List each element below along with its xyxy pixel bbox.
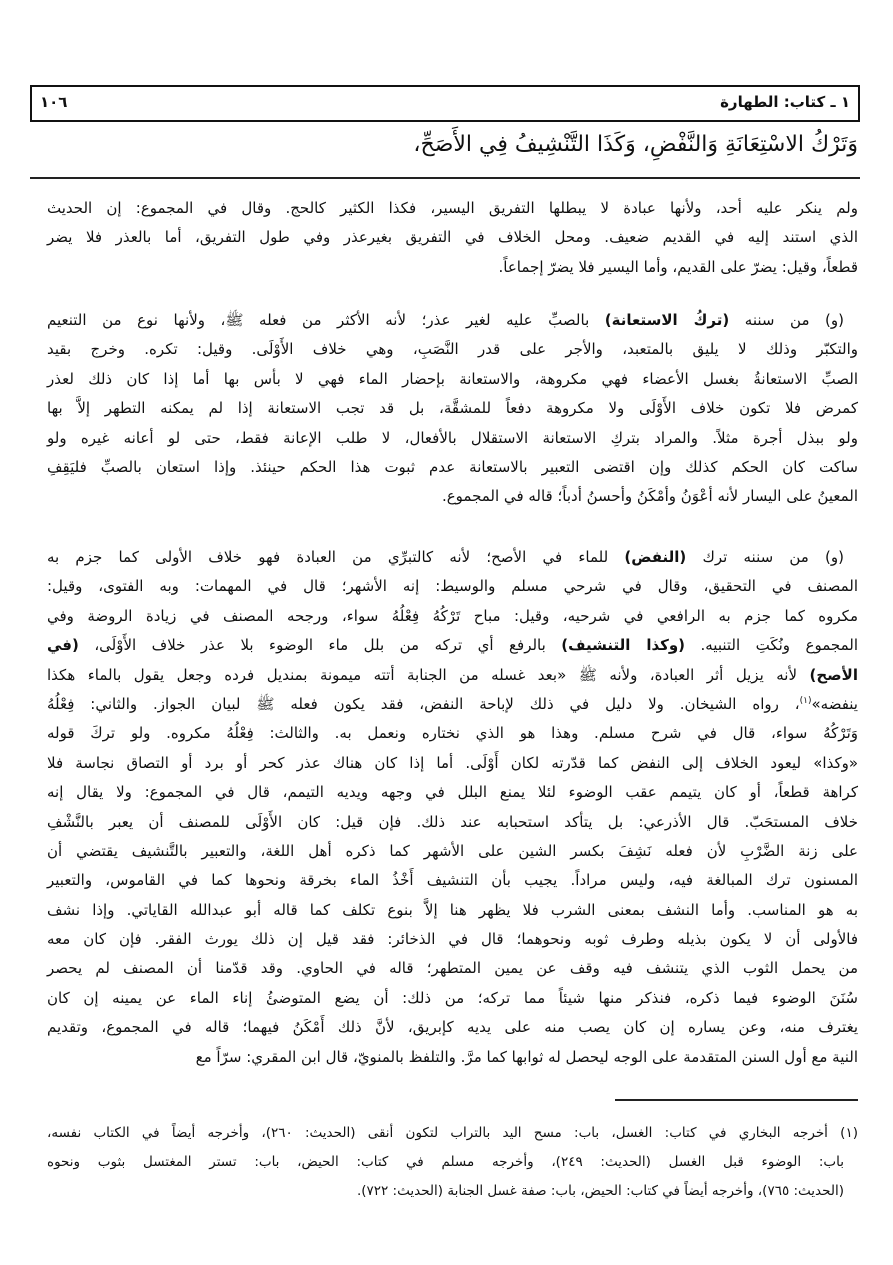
- text-span: باب: الوضوء قبل الغسل (الحديث: ٢٤٩)، وأخرجه مسلم في كتاب: الحيض، باب: تستر المغتسل بثوب ونحوه: [47, 1154, 844, 1170]
- text-line: [47, 954, 858, 983]
- text-line: [47, 194, 858, 223]
- footnote-line: [47, 1148, 858, 1177]
- text-span: على زنة الضَّرْبِ لأن فعله نَشِفَ بكسر الشين على الأشهر كما ذكره أهل اللغة، والتعبير بالتَّنشيف يقتضي أن: [47, 841, 858, 860]
- text-span: المصنف في التحقيق، وقال في شرحي مسلم والوسيط: إنه الأشهر؛ قال في المهمات: وبه الفتوى، وقيل:: [47, 577, 858, 596]
- text-line: [47, 223, 858, 252]
- footnotes: [47, 1119, 858, 1206]
- text-span: قطعاً، وقيل: يضرّ على القديم، وأما اليسير فلا يضرّ إجماعاً.: [498, 257, 858, 276]
- text-span: خلاف المستحَبّ. قال الأذرعي: بل يتأكد استحبابه عند ذلك. فإن قيل: كان الأَوْلَى للمصنف أن يعبر بالنَّشْفِ: [47, 812, 858, 831]
- footnote-ref: (١): [799, 695, 812, 706]
- text-span: (الحديث: ٧٦٥)، وأخرجه أيضاً في كتاب: الحيض، باب: صفة غسل الجنابة (الحديث: ٧٢٢).: [356, 1183, 844, 1199]
- text-span: «وكذا» ليعود الخلاف إلى النفض كما قدّرته لكان أَوْلَى. أما إذا كان هناك عذر كحر أو برد أو التصاق نجاسة فلا: [47, 753, 858, 772]
- text-span: (و) من سننه: [729, 311, 844, 329]
- text-line: [47, 453, 858, 482]
- text-line: [47, 690, 858, 719]
- text-span: للماء في الأصح؛ لأنه كالتبرِّي من العبادة فهو خلاف الأولى كما جزم به: [47, 548, 625, 566]
- text-line: [47, 306, 858, 335]
- matn-quote: (وكذا التنشيف): [561, 636, 686, 655]
- title-divider: [30, 177, 860, 179]
- text-span: ولو ببذل أجرة مثلاً. والمراد بتركِ الاستعانة الاستقلال بالأفعال، لا طلب الإعانة فقط، حتى لو أعانه غيره ولو: [47, 428, 858, 447]
- text-line: [47, 749, 858, 778]
- text-line: [47, 365, 858, 394]
- text-span: بالرفع أي تركه من بلل ماء الوضوء بلا عذر خلاف الأَوْلَى،: [78, 636, 562, 655]
- text-span: وَتَرْكُهُ سواء، قال في شرح مسلم. وهذا هو الذي نختاره ونعمل به. والثالث: فِعْلُهُ مكروه. ولو تركَ قوله: [47, 724, 858, 743]
- text-line: [47, 837, 858, 866]
- footnote-line: [47, 1119, 858, 1148]
- text-line: [47, 866, 858, 895]
- matn-title: وَتَرْكُ الاسْتِعَانَةِ وَالنَّفْضِ، وَكَذَا التَّنْشِيفُ فِي الأَصَحِّ،: [413, 132, 858, 157]
- text-span: المسنون ترك المبالغة فيه، وليس مراداً. يجيب بأن التنشيف أَخْذُ الماء بخرقة ونحوها كما في القاموس، والتعبير: [47, 871, 858, 890]
- text-line: [47, 925, 858, 954]
- running-header: [30, 85, 860, 122]
- text-line: [47, 572, 858, 601]
- text-span: لأنه يزيل أثر العبادة، ولأنه ﷺ «بعد غسله من الجنابة أتته ميمونة بمنديل فرده وجعل يقول بالماء هكذا: [47, 665, 810, 684]
- text-span: النية مع أول السنن المتقدمة على الوجه ليحصل له ثوابها كما مرَّ. والتلفظ بالمنويّ، قال ابن المقري: سرّاً مع: [195, 1047, 858, 1066]
- text-line: [47, 984, 858, 1013]
- text-line: [47, 424, 858, 453]
- text-line: [47, 1043, 858, 1072]
- text-span: المعينُ على اليسار لأنه أعْوَنُ وأمْكَنُ وأحسنُ أدباً؛ قاله في المجموع.: [441, 487, 858, 506]
- text-span: الذي استند إليه في القديم ضعيف. ومحل الخلاف في التفريق بغيرعذر وفي طول التفريق، أما بالعذر فلا يضر: [47, 228, 858, 247]
- text-span: مكروه كما جزم به الرافعي في شرحيه، وقيل: مباح تَرْكُهُ فِعْلُهُ سواء، ورجحه المصنف في زيادة الروضة وفي: [47, 606, 858, 625]
- text-line: [47, 602, 858, 631]
- text-span: ، رواه الشيخان. ولا دليل في ذلك لإباحة النفض، فقد يكون فعله ﷺ لبيان الجواز. والثاني: فِعْلُهُ: [47, 694, 800, 713]
- text-line: [47, 631, 858, 660]
- text-span: (و) من سننه ترك: [686, 548, 844, 566]
- text-span: بالصبِّ عليه لغير عذر؛ لأنه الأكثر من فعله ﷺ، ولأنها نوع من التنعيم: [47, 311, 605, 329]
- text-line: [47, 335, 858, 364]
- text-line: [47, 482, 858, 511]
- matn-quote: (النفض): [624, 548, 687, 566]
- paragraph-1: [47, 194, 858, 282]
- text-span: الصبِّ الاستعانةُ بغسل الأعضاء فهي مكروهة، والاستعانة بإحضار الماء فهي لا بأس بها أما إذا كان ذلك لعذر: [47, 369, 858, 388]
- chapter-title: ١ ـ كتاب: الطهارة: [720, 93, 850, 111]
- text-span: سُنَنَ الوضوء فيما ذكره، فنذكر منها شيئاً مما تركه؛ من ذلك: أن يضع المتوضئُ إناء الماء عن يمينه إن كان: [47, 988, 858, 1007]
- text-line: [47, 253, 858, 282]
- page-number: ١٠٦: [40, 93, 68, 111]
- text-line: [47, 808, 858, 837]
- matn-quote: الأصح): [809, 665, 858, 684]
- matn-quote: (في: [47, 636, 79, 655]
- text-span: ساكت كان الحكم كذلك وإن اقتضى التعبير بالاستعانة عدم ثبوت هذا الحكم حينئذ. وإذا استعان بالصبِّ فليَقِفِ: [47, 457, 858, 476]
- paragraph-3: [47, 543, 858, 1072]
- text-span: ينفضه»: [811, 694, 858, 713]
- text-span: يغترف منه، وعن يساره إن كان يصب منه على يديه كإبريق، لأنَّ ذلك أَمْكَنُ فيهما؛ قاله في المجموع، وتقديم: [47, 1018, 858, 1037]
- text-span: من يحمل الثوب الذي يتنشف فيه وقف عن يمين المتطهر؛ قاله في الحاوي. وقد قدّمنا أن المصنف لم يحصر: [47, 959, 858, 978]
- matn-quote: (تركُ الاستعانة): [604, 311, 730, 329]
- text-span: والتكبّر وذلك لا يليق بالمتعبد، والأجر على قدر النَّصَبِ، وهي خلاف الأَوْلَى. وقيل: تكره. وخرج بقيد: [47, 340, 858, 359]
- text-span: (١) أخرجه البخاري في كتاب: الغسل، باب: مسح اليد بالتراب لتكون أنقى (الحديث: ٢٦٠)، وأخرجه أيضاً في الكتاب نفسه،: [47, 1125, 858, 1141]
- paragraph-2: [47, 306, 858, 512]
- text-span: كمرض فلا تكون خلاف الأَوْلَى ولا مكروهة دفعاً للمشقَّة، بل قد تجب الاستعانة إذا لم يمكنه التطهر إلاَّ بها: [47, 399, 858, 418]
- text-span: ولم ينكر عليه أحد، ولأنها عبادة لا يبطلها التفريق اليسير، فكذا الكثير كالحج. وقال في المجموع: إن الحديث: [47, 199, 858, 217]
- text-line: [47, 543, 858, 572]
- text-span: فالأولى أن لا يكون بذيله وطرف ثوبه ونحوهما؛ قال في الذخائر: فقد قيل إن ذلك يورث الفقر. فإن كان معه: [47, 930, 858, 949]
- text-line: [47, 661, 858, 690]
- text-line: [47, 896, 858, 925]
- text-span: كراهة قطعاً، أو كان يتيمم عقب الوضوء لئلا يمنع البلل في وجهه ويديه التيمم، قال في المجموع: ولا يقال إنه: [47, 783, 858, 802]
- text-line: [47, 778, 858, 807]
- footnote-divider: [615, 1099, 858, 1101]
- text-line: [47, 719, 858, 748]
- text-line: [47, 394, 858, 423]
- text-line: [47, 1013, 858, 1042]
- text-span: المجموع ونُكَتِ التنبيه.: [685, 636, 858, 655]
- text-span: به هو المناسب. وأما النشف بمعنى الشرب فلا يظهر هنا إلاَّ بنوع تكلف كما قاله أبو عبدالله القاياتي. وإذا نشف: [47, 900, 858, 919]
- footnote-line: [47, 1177, 858, 1206]
